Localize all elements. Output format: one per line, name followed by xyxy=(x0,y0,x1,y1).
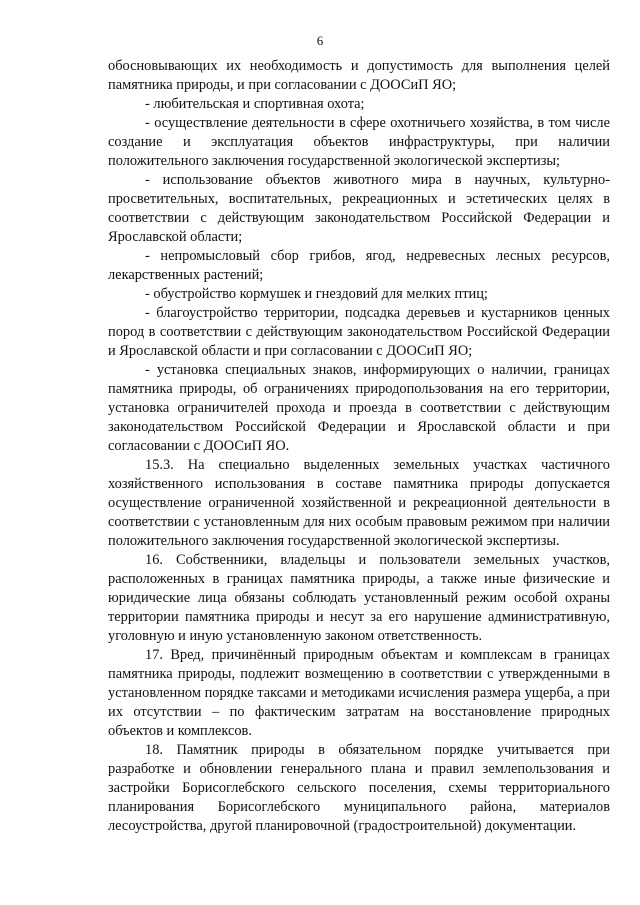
list-item-bird-feeders: - обустройство кормушек и гнездовий для мелких птиц; xyxy=(145,286,488,302)
paragraph-continuation: обосновывающих их необходимость и допустимость для выполнения целей памятника природы, и при согласовании с ДООСиП ЯО; xyxy=(108,58,610,93)
list-item-hunting-economy: - осуществление деятельности в сфере охотничьего хозяйства, в том числе создание и эксплуатация объектов инфраструктуры, при наличии положительного заключения государственной экологической экспертизы; xyxy=(108,115,610,169)
paragraph-15-3: 15.3. На специально выделенных земельных участках частичного хозяйственного использования в составе памятника природы допускается осуществление ограниченной хозяйственной и рекреационной деятельности в соответствии с установленным для них особым правовым режимом при наличии положительного заключения государственной экологической экспертизы. xyxy=(108,457,610,549)
page-number: 6 xyxy=(316,33,324,48)
document-body xyxy=(108,57,610,836)
list-item-amateur-hunting: - любительская и спортивная охота; xyxy=(145,96,365,112)
list-item-gathering: - непромысловый сбор грибов, ягод, недревесных лесных ресурсов, лекарственных растений; xyxy=(108,248,610,283)
paragraph-17: 17. Вред, причинённый природным объектам и комплексам в границах памятника природы, подлежит возмещению в соответствии с утвержденными в установленном порядке таксами и методиками исчисления размера ущерба, а при их отсутствии – по фактическим затратам на восстановление природных объектов и комплексов. xyxy=(108,647,610,739)
list-item-wildlife-use: - использование объектов животного мира в научных, культурно-просветительных, воспитательных, рекреационных и эстетических целях в соответствии с действующим законодательством Российской Федерации и Ярославской области; xyxy=(108,172,610,245)
paragraph-18: 18. Памятник природы в обязательном порядке учитывается при разработке и обновлении генерального плана и правил землепользования и застройки Борисоглебского сельского поселения, схемы территориального планирования Борисоглебского муниципального района, материалов лесоустройства, другой планировочной (градостроительной) документации. xyxy=(108,742,610,834)
list-item-signage: - установка специальных знаков, информирующих о наличии, границах памятника природы, об ограничениях природопользования на его территории, установка ограничителей прохода и проезда в соответствии с действующим законодательством Российской Федерации и Ярославской области и при согласовании с ДООСиП ЯО. xyxy=(108,362,610,454)
paragraph-16: 16. Собственники, владельцы и пользователи земельных участков, расположенных в границах памятника природы, а также иные физические и юридические лица обязаны соблюдать установленный режим особой охраны территории памятника природы и несут за его нарушение административную, уголовную и иную установленную законом ответственность. xyxy=(108,552,610,644)
list-item-landscaping: - благоустройство территории, подсадка деревьев и кустарников ценных пород в соответствии с действующим законодательством Российской Федерации и Ярославской области и при согласовании с ДООСиП ЯО; xyxy=(108,305,610,359)
